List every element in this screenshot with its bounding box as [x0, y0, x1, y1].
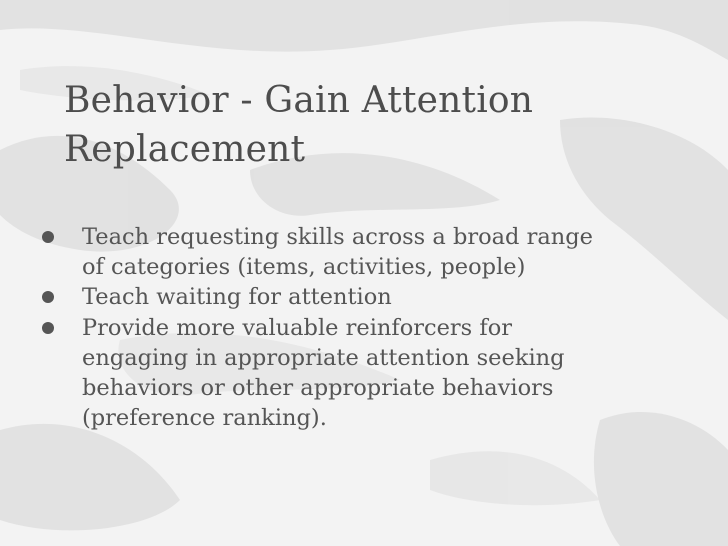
bullet-item: [40, 313, 690, 434]
bullet-text-line: engaging in appropriate attention seeking: [82, 344, 565, 371]
bullet-text-line: Provide more valuable reinforcers for: [82, 314, 513, 341]
bullet-dot-icon: [42, 322, 54, 334]
bullet-list: [40, 222, 690, 433]
bullet-text-line: behaviors or other appropriate behaviors: [82, 375, 554, 402]
bullet-text-line: Teach waiting for attention: [82, 284, 392, 311]
title-line: Replacement: [64, 129, 306, 170]
title-line: Behavior - Gain Attention: [64, 80, 534, 121]
bullet-item: [40, 222, 690, 282]
bullet-dot-icon: [42, 291, 54, 303]
bullet-text-line: of categories (items, activities, people): [82, 254, 526, 281]
bullet-text-line: (preference ranking).: [82, 405, 327, 432]
bullet-item: [40, 282, 690, 312]
bullet-dot-icon: [42, 231, 54, 243]
bullet-text-line: Teach requesting skills across a broad range: [82, 224, 593, 250]
slide-title: [64, 76, 684, 174]
